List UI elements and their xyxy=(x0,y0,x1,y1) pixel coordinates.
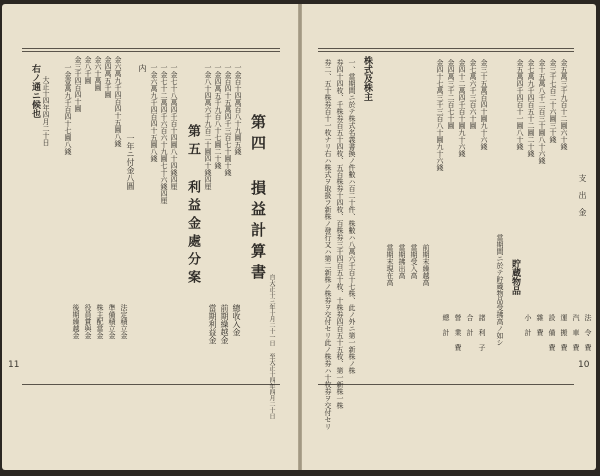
stock-heading: 株式及株主 xyxy=(362,56,372,101)
row-1-amount: 金八千圓 xyxy=(84,56,92,84)
profit-line-1: 一金七十二萬四千六百六十九圓七十六錢四厘 xyxy=(160,64,168,204)
right-page xyxy=(302,4,596,470)
accounts-period: 自大正十三年十月二十一日 至大正十四年四月二十日 xyxy=(268,274,275,419)
table-label-2: 運 搬 費 xyxy=(560,314,568,351)
table-amount-1: 金三千七百二十六圓三十錢 xyxy=(549,59,557,143)
row-label-4: 法定積立金 xyxy=(120,304,128,339)
cash-note: 當期間ニ於テ貯蔵物品受拂高ノ如シ xyxy=(496,234,504,346)
accounts-item-2: 一金百四十五萬四千三百七十圓十錢 xyxy=(224,64,232,176)
accounts-item-3: 一金百十四萬百八十九圓五錢 xyxy=(234,64,242,155)
table-label-7: 合 計 xyxy=(466,314,474,336)
row-label-0: 後期繰越金 xyxy=(72,304,80,339)
accounts-title: 第四 損益計算書 xyxy=(249,114,267,285)
cash-heading: 貯蔵物品 xyxy=(510,259,520,295)
top-rule-2 xyxy=(22,51,280,52)
table-amount-3: 金七萬九千四百五十二圓二十錢 xyxy=(527,59,535,157)
row-4-amount: 金六萬九千四百四十五圓八錢 xyxy=(114,56,122,147)
bottom-rule-right xyxy=(318,384,574,385)
cash-sub-1: 當期受入高 xyxy=(410,244,418,279)
top-rule xyxy=(22,48,280,49)
cash-sub-2: 當期拂出高 xyxy=(398,244,406,279)
row-3-amount: 金四萬五千圓 xyxy=(104,56,112,98)
table-amount-0: 金五萬三千九百十二圓六十錢 xyxy=(560,59,568,150)
table-amount-2: 金十五萬八千二百三十圓八十六錢 xyxy=(538,59,546,164)
top-rule-right xyxy=(318,48,574,49)
table-amount-8: 金四萬三千二百七十圓 xyxy=(447,59,455,129)
table-label-3: 設 備 費 xyxy=(548,314,556,351)
bottom-rule xyxy=(22,384,280,385)
closing-date: 大正十四年四月二十日 xyxy=(42,76,50,146)
stock-line-2: 券二、五十株券百十一枚ナリ右ハ株式ヲ取扱フ新株ノ發行又ハ第二新株ノ株券ヲ交付セリ此ノ株券ハ十枚券ヲ交付セリ xyxy=(324,59,332,430)
row-label-1: 役員賞與金 xyxy=(84,304,92,339)
row-label-3: 準備積立金 xyxy=(108,304,116,339)
table-label-8: 營 業 費 xyxy=(454,314,462,351)
profit-title: 第五 利益金處分案 xyxy=(185,124,200,288)
table-header: 支 出 金 xyxy=(578,174,587,216)
row-2-amount: 金六十萬圓 xyxy=(94,56,102,91)
table-label-4: 雜 費 xyxy=(536,314,544,336)
table-label-0: 法 令 費 xyxy=(584,314,592,351)
cash-sub-3: 當期末現在高 xyxy=(386,244,394,286)
table-amount-5: 金三十五萬百四十圓九十六錢 xyxy=(480,59,488,150)
closing-statement: 右ノ通ニ候也 xyxy=(30,64,40,118)
top-rule-right-2 xyxy=(318,51,574,52)
accounts-item-1: 一金四萬五千九百八十七圓二十錢 xyxy=(214,64,222,169)
page-number-left: 11 xyxy=(8,360,20,370)
table-amount-7: 金四十二萬四千百十圓九十六錢 xyxy=(458,59,466,157)
stock-line-1: 券四十四枚、千株券百五十四枚、五百株券十四枚、百株券三千四百五十枚、十株券四百五十五枚、第一新株一株 xyxy=(336,59,344,409)
table-amount-9: 金四十七萬三千三百八十圓九十六錢 xyxy=(436,59,444,171)
table-label-5: 小 計 xyxy=(524,314,532,336)
table-label-1: 汽 車 費 xyxy=(572,314,580,351)
table-amount-6: 金七萬六千三百六十圓 xyxy=(469,59,477,129)
table-label-9: 總 計 xyxy=(442,314,450,336)
row-interest-note: 一年ニ付金八圓 xyxy=(126,134,135,190)
table-label-6: 諸 利 子 xyxy=(478,314,486,351)
accounts-item-0: 一金八十四萬六千九百二十圓四十錢四厘 xyxy=(204,64,212,190)
table-amount-4: 金五萬四千四百十一圓八十錢 xyxy=(516,59,524,150)
stock-line-0: 一、當期間ニ於テ株式名義書換ノ件數ハ百二十件、株數ハ八萬六千百十七株、此ノ外ニ第一新株ノ株 xyxy=(348,59,356,374)
left-page xyxy=(2,4,298,470)
accounts-label-1: 前期繰越金 xyxy=(220,304,229,344)
row-0-amount: 金三千四百四十圓 xyxy=(74,56,82,112)
accounts-label-0: 當期利益金 xyxy=(208,304,217,344)
cash-sub-0: 前期末繰越高 xyxy=(422,244,430,286)
row-label-2: 株主配當金 xyxy=(96,304,104,339)
dividend-note: 一金壹萬九千百四十七圓八錢 xyxy=(64,64,72,155)
profit-line-0: 一金六萬九千四百四十五圓八錢 xyxy=(150,64,158,162)
page-number-right: 10 xyxy=(578,360,590,370)
accounts-label-2: 總收入金 xyxy=(232,304,241,336)
intro-text: 内 xyxy=(138,64,147,72)
profit-line-2: 一金七十八萬四千百十四圓八十四錢四厘 xyxy=(170,64,178,190)
